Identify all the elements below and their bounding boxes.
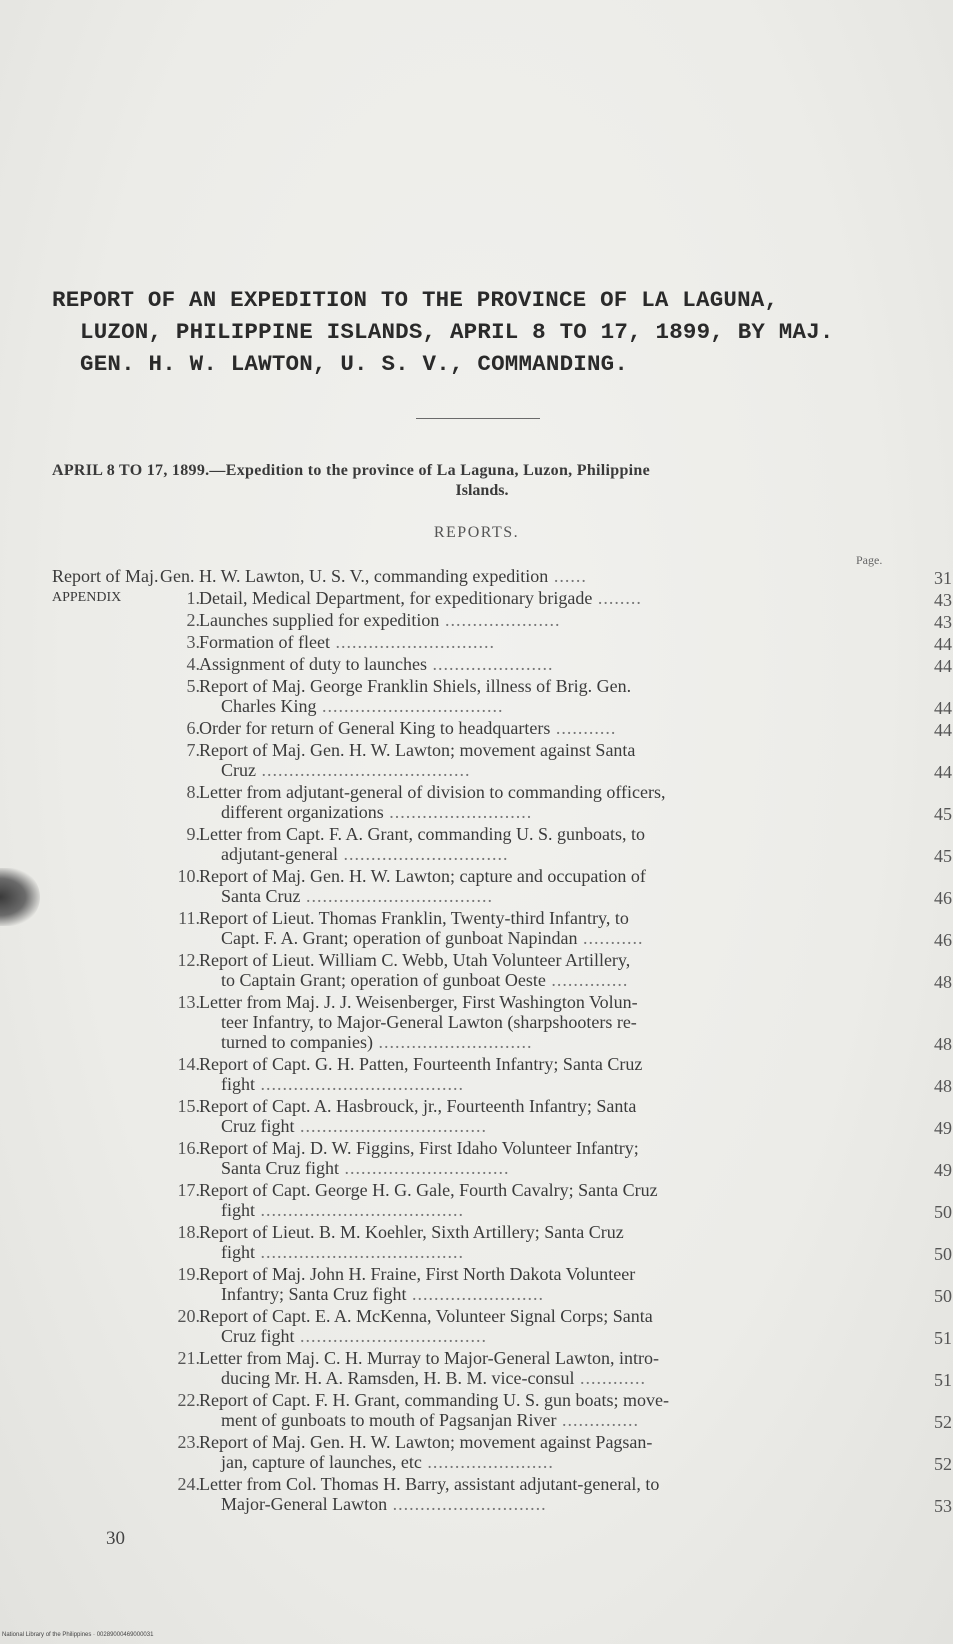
page-number: 30 xyxy=(106,1528,125,1549)
entry-text-line: adjutant-general xyxy=(221,844,338,864)
leader-dots: ........................ xyxy=(406,1284,544,1304)
entry-text-line: Report of Lieut. Thomas Franklin, Twenty-third Infantry, to xyxy=(199,908,629,928)
entry-number: 18. xyxy=(177,1222,200,1242)
entry-text xyxy=(199,654,887,674)
entry-text xyxy=(199,1222,887,1262)
entry-text-line: Major-General Lawton xyxy=(221,1494,388,1514)
entry-text xyxy=(199,950,887,990)
entry-number: 10. xyxy=(177,866,200,886)
entry-text-line: Report of Maj. George Franklin Shiels, illness of Brig. Gen. xyxy=(199,676,632,696)
entry-text-line: Cruz fight xyxy=(221,1326,295,1346)
leader-dots: .................................. xyxy=(294,1116,487,1136)
entry-page: 49 xyxy=(934,1118,952,1138)
entry-page: 44 xyxy=(934,698,952,718)
entry-text xyxy=(199,908,887,948)
entry-text xyxy=(199,1390,887,1430)
subheading-line-2: Islands. xyxy=(455,482,509,499)
entry-text-line: Assignment of duty to launches xyxy=(199,654,427,674)
toc-entry xyxy=(52,992,952,1054)
entry-text-line: different organizations xyxy=(221,802,384,822)
entry-page: 53 xyxy=(934,1496,952,1516)
entry-number: 14. xyxy=(177,1054,200,1074)
entry-text-line: Letter from Maj. C. H. Murray to Major-General Lawton, intro- xyxy=(199,1348,660,1368)
entry-text xyxy=(199,866,887,906)
toc-entry xyxy=(52,1348,952,1390)
entry-page: 52 xyxy=(934,1454,952,1474)
entry-text-line: Detail, Medical Department, for expeditionary brigade xyxy=(199,588,593,608)
entry-text xyxy=(199,1264,887,1304)
leader-dots: .............. xyxy=(545,970,629,990)
entry-page: 44 xyxy=(934,762,952,782)
toc-entry xyxy=(52,632,952,654)
leader-dots: .......................... xyxy=(383,802,533,822)
entry-page: 45 xyxy=(934,846,952,866)
reports-heading: REPORTS. xyxy=(433,524,520,541)
leader-dots: ............ xyxy=(574,1368,646,1388)
entry-text xyxy=(199,824,887,864)
leader-dots: ...... xyxy=(548,566,587,586)
entry-text-line: jan, capture of launches, etc xyxy=(221,1452,422,1472)
entry-page: 50 xyxy=(934,1202,952,1222)
leader-dots: .............................. xyxy=(337,844,509,864)
entry-text xyxy=(199,992,887,1052)
entry-text xyxy=(199,718,887,738)
entry-number: 3. xyxy=(186,632,200,652)
leader-dots: ............................ xyxy=(387,1494,547,1514)
entry-text-line: Cruz fight xyxy=(221,1116,295,1136)
entry-number: 4. xyxy=(186,654,200,674)
toc-entry xyxy=(52,610,952,632)
entry-text-line: Launches supplied for expedition xyxy=(199,610,440,630)
divider-rule xyxy=(416,418,540,419)
leader-dots: ............................. xyxy=(329,632,495,652)
entry-text xyxy=(199,588,887,608)
entry-text xyxy=(199,676,887,716)
entry-text-line: Letter from adjutant-general of division to commanding officers, xyxy=(199,782,666,802)
main-entry-page: 31 xyxy=(934,568,952,588)
entry-number: 17. xyxy=(177,1180,200,1200)
library-footer: National Library of the Philippines · 00289000469000031 xyxy=(2,1632,154,1638)
entry-number: 2. xyxy=(186,610,200,630)
main-entry-text: Gen. H. W. Lawton, U. S. V., commanding expedition xyxy=(160,566,549,586)
entry-number: 8. xyxy=(186,782,200,802)
toc-entry xyxy=(52,1264,952,1306)
entry-text-line: Letter from Col. Thomas H. Barry, assistant adjutant-general, to xyxy=(199,1474,660,1494)
title-line-3: GEN. H. W. LAWTON, U. S. V., COMMANDING. xyxy=(80,351,629,377)
title-line-2: LUZON, PHILIPPINE ISLANDS, APRIL 8 TO 17, 1899, BY MAJ. xyxy=(80,319,834,345)
entry-text-line: Order for return of General King to headquarters xyxy=(199,718,551,738)
entry-page: 44 xyxy=(934,634,952,654)
entry-text xyxy=(199,1180,887,1220)
entry-number: 5. xyxy=(186,676,200,696)
entry-text-line: Report of Capt. F. H. Grant, commanding U. S. gun boats; move- xyxy=(199,1390,670,1410)
toc-entry xyxy=(52,866,952,908)
entry-text-line: Santa Cruz fight xyxy=(221,1158,339,1178)
entry-text-line: fight xyxy=(221,1074,255,1094)
leader-dots: .............. xyxy=(556,1410,639,1430)
entry-text-line: Report of Maj. John H. Fraine, First North Dakota Volunteer xyxy=(199,1264,636,1284)
entry-number: 7. xyxy=(186,740,200,760)
entry-number: 16. xyxy=(177,1138,200,1158)
entry-text-line: Report of Maj. Gen. H. W. Lawton; movement against Santa xyxy=(199,740,636,760)
entry-text-line: fight xyxy=(221,1242,255,1262)
entry-text-line: Santa Cruz xyxy=(221,886,301,906)
title-line-1: REPORT OF AN EXPEDITION TO THE PROVINCE OF LA LAGUNA, xyxy=(52,287,779,313)
toc-entry xyxy=(52,718,952,740)
toc-entry xyxy=(52,782,952,824)
entry-text xyxy=(199,1096,887,1136)
entry-text-line: Report of Lieut. William C. Webb, Utah Volunteer Artillery, xyxy=(199,950,631,970)
entry-text-line: turned to companies) xyxy=(221,1032,373,1052)
entry-text xyxy=(199,1138,887,1178)
leader-dots: ........... xyxy=(550,718,617,738)
entry-text xyxy=(199,1348,887,1388)
entry-number: 19. xyxy=(177,1264,200,1284)
entry-page: 49 xyxy=(934,1160,952,1180)
leader-dots: ........ xyxy=(592,588,642,608)
entry-number: 6. xyxy=(186,718,200,738)
entry-text xyxy=(199,782,887,822)
entry-text xyxy=(199,1432,887,1472)
entry-number: 24. xyxy=(177,1474,200,1494)
leader-dots: ........... xyxy=(577,928,644,948)
toc-entry xyxy=(52,654,952,676)
thumb-shadow xyxy=(0,868,40,926)
entry-number: 20. xyxy=(177,1306,200,1326)
entry-page: 48 xyxy=(934,972,952,992)
leader-dots: ..................... xyxy=(439,610,561,630)
page-column-label: Page. xyxy=(856,553,883,567)
entry-text-line: fight xyxy=(221,1200,255,1220)
toc-entry xyxy=(52,1054,952,1096)
toc-entry xyxy=(52,740,952,782)
leader-dots: .............................. xyxy=(338,1158,510,1178)
toc-entry xyxy=(52,1096,952,1138)
document-title xyxy=(52,284,912,380)
entry-page: 43 xyxy=(934,590,952,610)
subheading-line-1: APRIL 8 TO 17, 1899.—Expedition to the province of La Laguna, Luzon, Philippine xyxy=(52,462,651,479)
entry-text xyxy=(199,632,887,652)
entry-page: 44 xyxy=(934,656,952,676)
leader-dots: .................................. xyxy=(294,1326,487,1346)
entry-text xyxy=(199,1474,887,1514)
toc-entry xyxy=(52,950,952,992)
entry-page: 48 xyxy=(934,1034,952,1054)
entry-number: 23. xyxy=(177,1432,200,1452)
entry-text-line: Letter from Capt. F. A. Grant, commanding U. S. gunboats, to xyxy=(199,824,646,844)
entry-text-line: Report of Capt. A. Hasbrouck, jr., Fourteenth Infantry; Santa xyxy=(199,1096,637,1116)
entry-number: 15. xyxy=(177,1096,200,1116)
main-entry-prefix: Report of Maj. xyxy=(52,566,159,586)
toc-entry xyxy=(52,908,952,950)
entry-text-line: Capt. F. A. Grant; operation of gunboat Napindan xyxy=(221,928,578,948)
entry-text-line: to Captain Grant; operation of gunboat Oeste xyxy=(221,970,546,990)
entry-page: 50 xyxy=(934,1244,952,1264)
toc-entry xyxy=(52,1180,952,1222)
toc-entry xyxy=(52,1138,952,1180)
entry-number: 11. xyxy=(178,908,200,928)
leader-dots: ...................................... xyxy=(256,760,471,780)
toc-entry xyxy=(52,1306,952,1348)
leader-dots: .................................. xyxy=(300,886,493,906)
leader-dots: ............................ xyxy=(372,1032,533,1052)
entry-page: 51 xyxy=(934,1370,952,1390)
entry-text-line: Report of Maj. Gen. H. W. Lawton; capture and occupation of xyxy=(199,866,646,886)
toc-entry xyxy=(52,824,952,866)
entry-page: 52 xyxy=(934,1412,952,1432)
entry-number: 22. xyxy=(177,1390,200,1410)
leader-dots: ....................... xyxy=(421,1452,554,1472)
entry-page: 45 xyxy=(934,804,952,824)
toc-entry xyxy=(52,1474,952,1516)
toc-entry xyxy=(52,676,952,718)
entry-text-line: Report of Maj. D. W. Figgins, First Idaho Volunteer Infantry; xyxy=(199,1138,639,1158)
entry-text-line: Formation of fleet xyxy=(199,632,330,652)
toc-entry xyxy=(52,1222,952,1264)
entry-text xyxy=(199,1306,887,1346)
toc-entry xyxy=(52,1390,952,1432)
entry-page: 46 xyxy=(934,888,952,908)
leader-dots: ...................... xyxy=(426,654,554,674)
entry-text xyxy=(199,1054,887,1094)
entry-page: 51 xyxy=(934,1328,952,1348)
entry-text-line: Report of Lieut. B. M. Koehler, Sixth Artillery; Santa Cruz xyxy=(199,1222,624,1242)
entry-text xyxy=(199,610,887,630)
toc-entry xyxy=(52,1432,952,1474)
entry-number: 12. xyxy=(177,950,200,970)
entry-text-line: ment of gunboats to mouth of Pagsanjan River xyxy=(221,1410,557,1430)
entry-text-line: Report of Capt. George H. G. Gale, Fourth Cavalry; Santa Cruz xyxy=(199,1180,658,1200)
leader-dots: ..................................... xyxy=(255,1200,464,1220)
entry-number: 13. xyxy=(177,992,200,1012)
appendix-label: APPENDIX xyxy=(52,590,122,605)
entry-text xyxy=(199,740,887,780)
entry-text-line: ducing Mr. H. A. Ramsden, H. B. M. vice-consul xyxy=(221,1368,575,1388)
entry-page: 43 xyxy=(934,612,952,632)
entry-number: 21. xyxy=(177,1348,200,1368)
entry-text-line: Charles King xyxy=(221,696,317,716)
entry-number: 9. xyxy=(186,824,200,844)
entry-text-line: Report of Maj. Gen. H. W. Lawton; movement against Pagsan- xyxy=(199,1432,653,1452)
entry-text-line: Report of Capt. G. H. Patten, Fourteenth Infantry; Santa Cruz xyxy=(199,1054,643,1074)
subheading xyxy=(52,461,912,501)
entry-text-line: Infantry; Santa Cruz fight xyxy=(221,1284,407,1304)
entry-text-line: Letter from Maj. J. J. Weisenberger, First Washington Volun- xyxy=(199,992,638,1012)
leader-dots: ..................................... xyxy=(255,1242,464,1262)
entry-page: 44 xyxy=(934,720,952,740)
entry-text-line: teer Infantry, to Major-General Lawton (sharpshooters re- xyxy=(221,1012,637,1032)
toc-entry xyxy=(52,588,952,610)
entry-number: 1. xyxy=(186,588,200,608)
table-of-contents xyxy=(52,566,952,1516)
entry-text-line: Report of Capt. E. A. McKenna, Volunteer Signal Corps; Santa xyxy=(199,1306,653,1326)
toc-main-entry xyxy=(52,566,952,588)
leader-dots: ................................. xyxy=(316,696,504,716)
entry-page: 46 xyxy=(934,930,952,950)
leader-dots: ..................................... xyxy=(255,1074,464,1094)
entry-text-line: Cruz xyxy=(221,760,256,780)
entry-page: 50 xyxy=(934,1286,952,1306)
entry-page: 48 xyxy=(934,1076,952,1096)
